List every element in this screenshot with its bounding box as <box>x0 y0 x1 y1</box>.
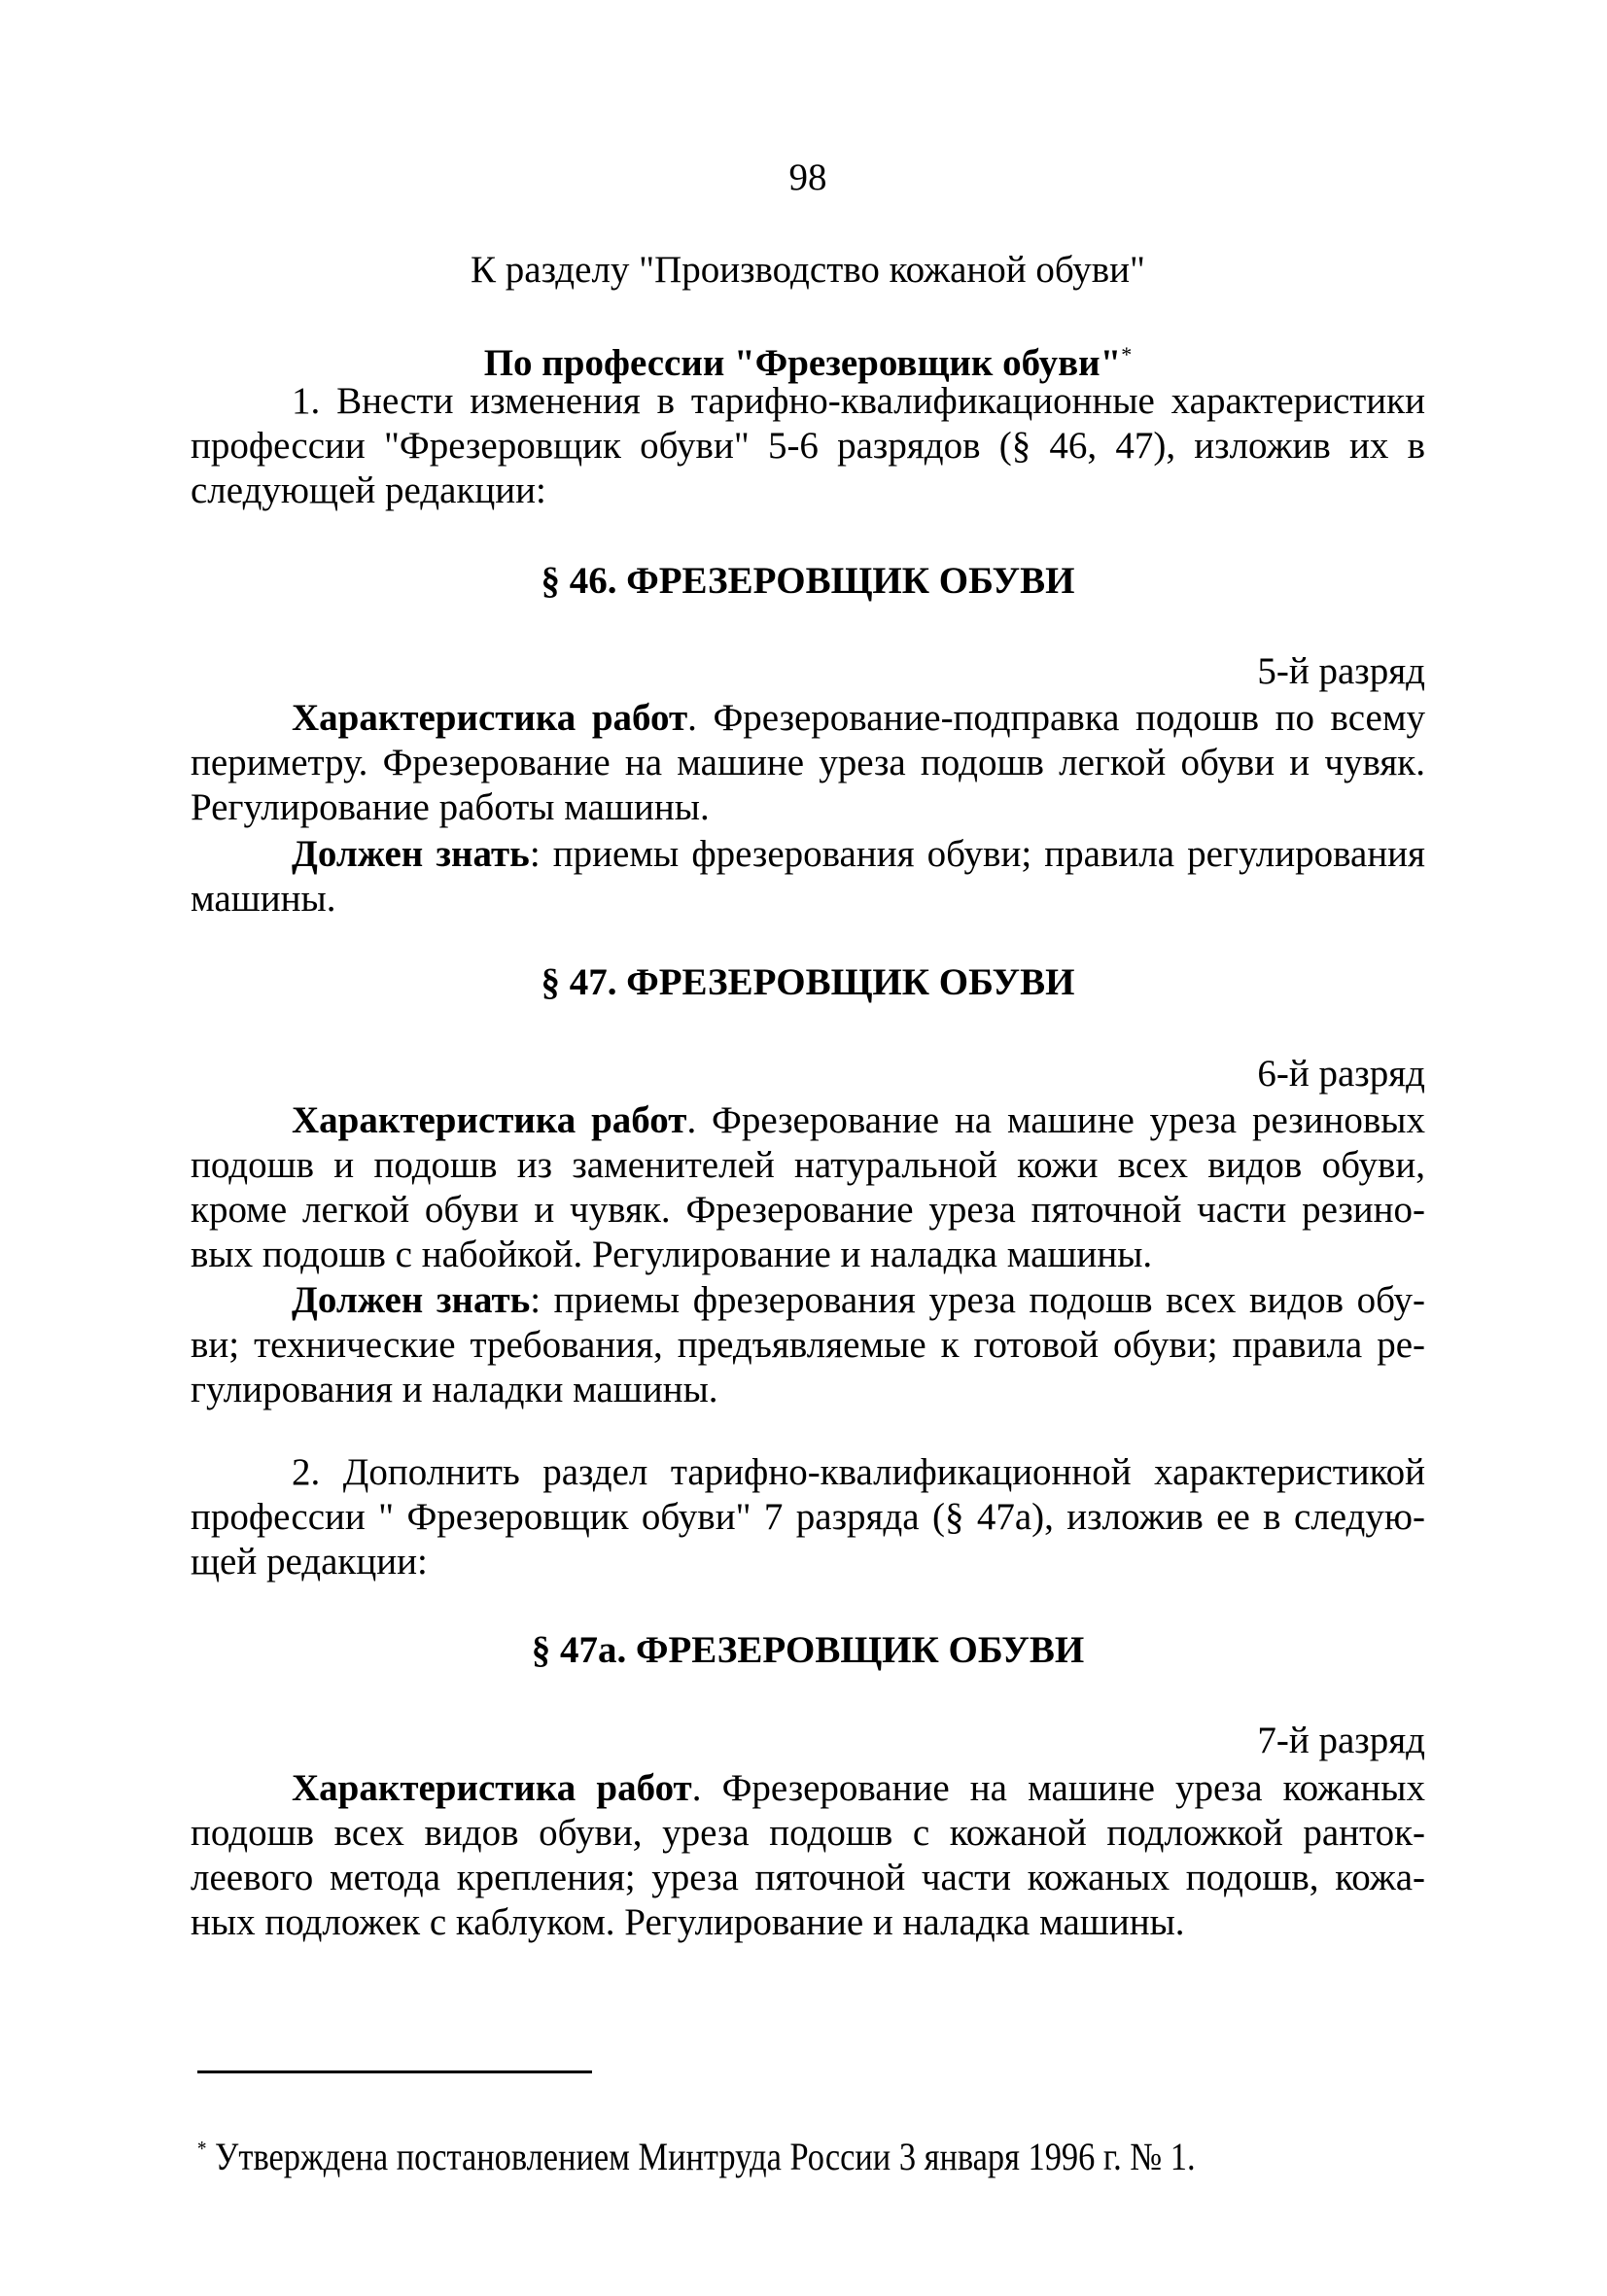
line-text: периметру. Фрезерование на машине уреза подошв легкой обуви и чувяк. <box>191 742 1425 783</box>
line-text: щей редакции: <box>191 1541 428 1583</box>
line-text: ных подложек с каблуком. Регулирование и наладка машины. <box>191 1901 1185 1943</box>
section-47-must-know <box>191 1278 1425 1412</box>
footnote <box>197 2134 1196 2179</box>
section-47-heading: § 47. ФРЕЗЕРОВЩИК ОБУВИ <box>541 961 1075 1003</box>
bold-lead: Должен знать <box>292 1279 531 1321</box>
footnote-divider <box>197 2070 592 2073</box>
line-text: профессии "Фрезеровщик обуви" 5-6 разрядов (§ 46, 47), изложив их в <box>191 425 1425 467</box>
line-text: . Фрезерование на машине уреза кожаных <box>691 1767 1425 1809</box>
line-text: подошв всех видов обуви, уреза подошв с кожаной подложкой ранток- <box>191 1812 1425 1854</box>
footnote-marker: * <box>1121 342 1133 366</box>
footnote-text: Утверждена постановлением Минтруда России 3 января 1996 г. № 1. <box>215 2135 1196 2178</box>
text-line <box>191 1233 1425 1277</box>
line-text: 1. Внести изменения в тарифно-квалификационные характеристики <box>292 380 1425 422</box>
line-text: профессии " Фрезеровщик обуви" 7 разряда (§ 47а), изложив ее в следую- <box>191 1496 1425 1538</box>
footnote-marker: * <box>197 2136 207 2161</box>
bold-lead: Характеристика работ <box>292 1767 692 1809</box>
page-number: 98 <box>788 157 827 198</box>
text-line <box>191 1766 1425 1811</box>
text-line <box>191 1856 1425 1900</box>
line-text: гулирования и наладки машины. <box>191 1369 718 1410</box>
line-text: Регулирование работы машины. <box>191 786 710 828</box>
profession-heading-text: По профессии "Фрезеровщик обуви" <box>483 342 1122 384</box>
section-46-must-know <box>191 832 1425 922</box>
item-1-paragraph <box>191 379 1425 513</box>
section-46-work-characteristics <box>191 696 1425 830</box>
text-line <box>191 1495 1425 1540</box>
section-47-grade: 6-й разряд <box>1257 1053 1425 1095</box>
text-line <box>191 1278 1425 1323</box>
line-text: подошв и подошв из заменителей натуральной кожи всех видов обуви, <box>191 1144 1425 1186</box>
line-text: машины. <box>191 878 336 920</box>
bold-lead: Должен знать <box>292 833 530 875</box>
line-text: леевого метода крепления; уреза пяточной части кожаных подошв, кожа- <box>191 1857 1425 1898</box>
text-line <box>191 741 1425 785</box>
text-line <box>191 1811 1425 1856</box>
text-line <box>191 1368 1425 1412</box>
text-line <box>191 1900 1425 1945</box>
section-title: К разделу "Производство кожаной обуви" <box>471 249 1145 291</box>
bold-lead: Характеристика работ <box>292 697 688 739</box>
text-line <box>191 1450 1425 1495</box>
line-text: 2. Дополнить раздел тарифно-квалификационной характеристикой <box>292 1451 1425 1493</box>
line-text: следующей редакции: <box>191 470 546 511</box>
text-line <box>191 1188 1425 1233</box>
section-46-heading: § 46. ФРЕЗЕРОВЩИК ОБУВИ <box>541 560 1075 602</box>
line-text: : приемы фрезерования уреза подошв всех видов обу- <box>530 1279 1425 1321</box>
text-line <box>191 469 1425 513</box>
line-text: вых подошв с набойкой. Регулирование и наладка машины. <box>191 1234 1153 1275</box>
text-line <box>191 1540 1425 1584</box>
section-47-work-characteristics <box>191 1098 1425 1277</box>
profession-heading <box>191 332 1425 386</box>
section-47a-heading: § 47а. ФРЕЗЕРОВЩИК ОБУВИ <box>531 1629 1085 1671</box>
text-line <box>191 696 1425 741</box>
text-line <box>191 1143 1425 1188</box>
line-text: . Фрезерование-подправка подошв по всему <box>687 697 1425 739</box>
line-text: . Фрезерование на машине уреза резиновых <box>686 1099 1425 1141</box>
section-47a-work-characteristics <box>191 1766 1425 1945</box>
item-2-paragraph <box>191 1450 1425 1584</box>
text-line <box>191 379 1425 424</box>
line-text: кроме легкой обуви и чувяк. Фрезерование уреза пяточной части резино- <box>191 1189 1425 1231</box>
text-line <box>191 1323 1425 1368</box>
section-47a-grade: 7-й разряд <box>1257 1720 1425 1761</box>
text-line <box>191 424 1425 469</box>
text-line <box>191 1098 1425 1143</box>
text-line <box>191 785 1425 830</box>
text-line <box>191 877 1425 922</box>
line-text: : приемы фрезерования обуви; правила регулирования <box>529 833 1425 875</box>
line-text: ви; технические требования, предъявляемые к готовой обуви; правила ре- <box>191 1324 1425 1366</box>
section-46-grade: 5-й разряд <box>1257 650 1425 692</box>
text-line <box>191 832 1425 877</box>
bold-lead: Характеристика работ <box>292 1099 687 1141</box>
